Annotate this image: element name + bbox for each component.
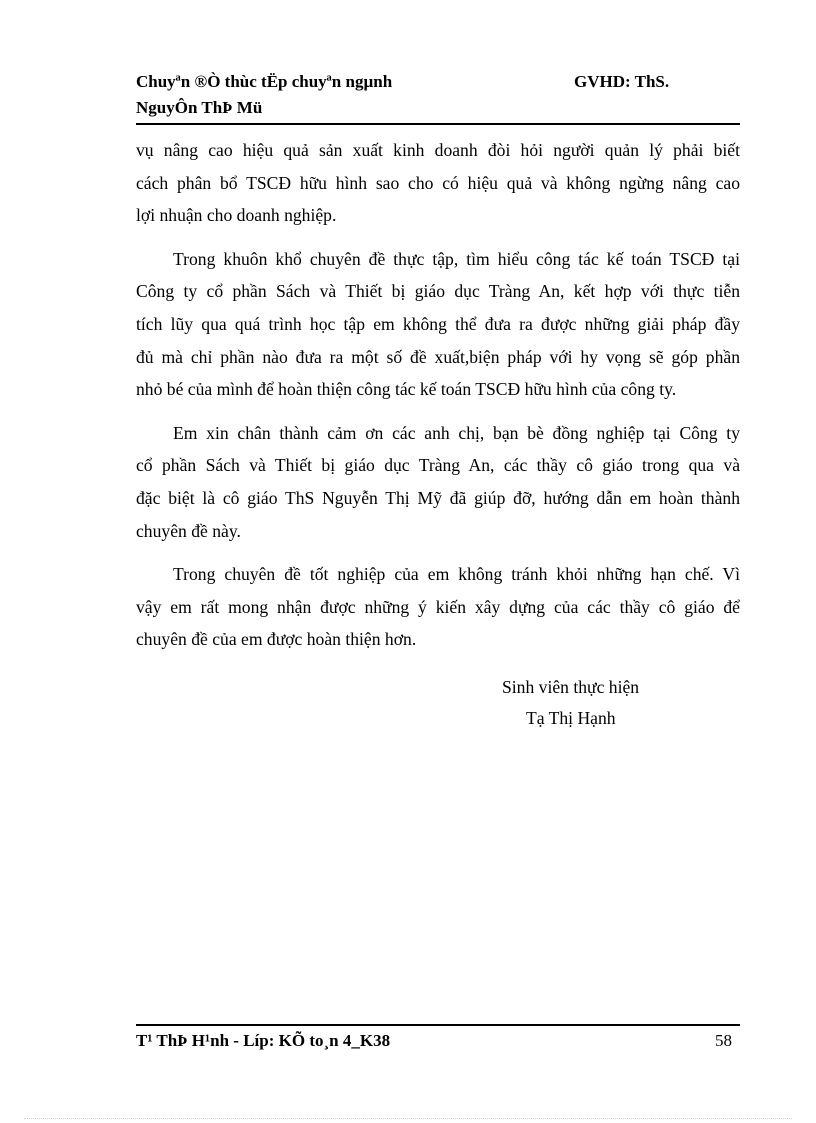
text-line: đủ mà chỉ phần nào đưa ra một số đề xuất,biện pháp với hy vọng sẽ góp phần (136, 346, 740, 367)
paragraph-3 (136, 417, 740, 547)
paragraph-1 (136, 134, 740, 232)
text-line: cách phân bổ TSCĐ hữu hình sao cho có hiệu quả và không ngừng nâng cao (136, 172, 740, 193)
text-line: Trong khuôn khổ chuyên đề thực tập, tìm hiểu công tác kế toán TSCĐ tại (173, 248, 740, 269)
page-footer (136, 1029, 732, 1053)
text-line: tích lũy qua quá trình học tập em không thể đưa ra được những giải pháp đầy (136, 313, 740, 334)
page-number: 58 (715, 1031, 732, 1050)
header-report-title: Chuyªn ®Ò thùc tËp chuyªn ngµnh (136, 72, 393, 91)
text-line: vậy em rất mong nhận được những ý kiến xây dựng của các thầy cô giáo để (136, 596, 740, 617)
page-header (136, 72, 740, 120)
text-line: đặc biệt là cô giáo ThS Nguyễn Thị Mỹ đã giúp đỡ, hướng dẫn em hoàn thành (136, 487, 740, 508)
footer-divider (136, 1024, 740, 1026)
signature-role: Sinh viên thực hiện (502, 677, 640, 697)
text-line: Công ty cổ phần Sách và Thiết bị giáo dục Tràng An, kết hợp với thực tiễn (136, 281, 740, 302)
paragraph-2 (136, 243, 740, 406)
signature-block (502, 672, 639, 734)
header-line-1 (136, 72, 740, 96)
text-line: lợi nhuận cho doanh nghiệp. (136, 205, 337, 226)
text-line: vụ nâng cao hiệu quả sản xuất kinh doanh đòi hỏi người quản lý phải biết (136, 140, 740, 160)
text-line: chuyên đề này. (136, 520, 241, 541)
header-divider (136, 123, 740, 125)
text-line: chuyên đề của em được hoàn thiện hơn. (136, 629, 417, 650)
header-supervisor-name: NguyÔn ThÞ Mü (136, 98, 263, 117)
footer-author-class: T¹ ThÞ H¹nh - Líp: KÕ to¸n 4_K38 (136, 1031, 391, 1050)
text-line: Trong chuyên đề tốt nghiệp của em không tránh khỏi những hạn chế. Vì (173, 564, 740, 585)
text-line: cổ phần Sách và Thiết bị giáo dục Tràng An, các thầy cô giáo trong qua và (136, 455, 740, 476)
text-line: nhỏ bé của mình để hoàn thiện công tác kế toán TSCĐ hữu hình của công ty. (136, 379, 677, 400)
page-edge-divider (24, 1118, 792, 1119)
paragraph-4 (136, 558, 740, 656)
page-body (136, 134, 740, 656)
text-line: Em xin chân thành cảm ơn các anh chị, bạn bè đồng nghiệp tại Công ty (173, 422, 740, 443)
signature-name: Tạ Thị Hạnh (526, 708, 616, 728)
header-supervisor-label: GVHD: ThS. (574, 72, 670, 91)
